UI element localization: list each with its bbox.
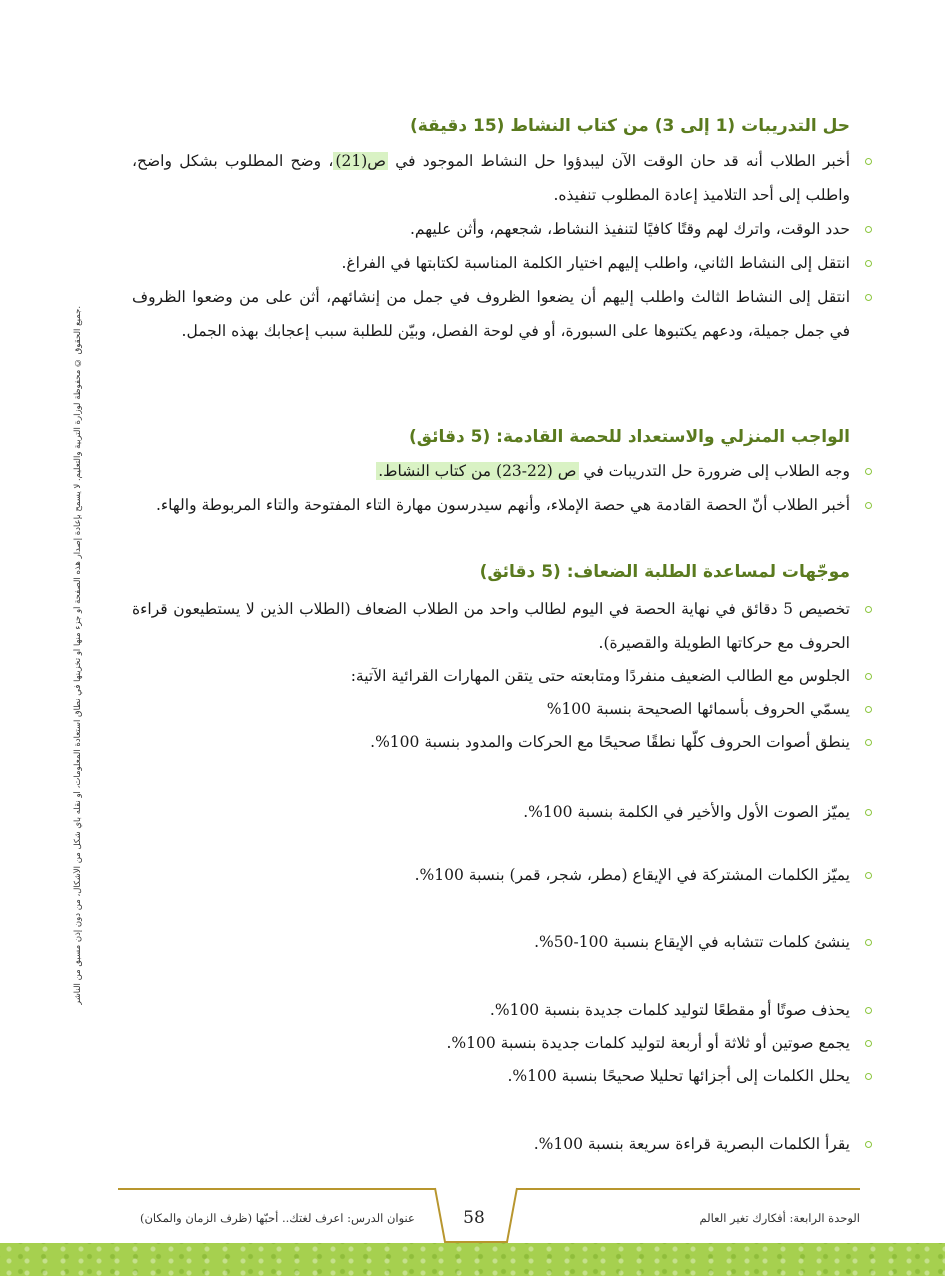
bullet-icon (865, 226, 872, 233)
list-item: وجه الطلاب إلى ضرورة حل التدريبات في ص (22-23) من كتاب النشاط. (132, 454, 850, 488)
list-item: يسمّي الحروف بأسمائها الصحيحة بنسبة 100% (547, 692, 850, 726)
section3-heading: موجّهات لمساعدة الطلبة الضعاف: (5 دقائق) (479, 562, 850, 582)
decorative-bottom-band (0, 1243, 945, 1276)
page-reference-highlight: ص(21) (335, 152, 386, 170)
copyright-notice: جميع الحقوق © محفوظة لوزارة التربية والتعليم. لا يسمح بإعادة إصدار هذه الصفحة أو جزء منها أو تخزينها في نطاق استعادة المعلومات، أو نقله بأي شكل من الأشكال، من دون إذن مسبق من الناشر. (73, 305, 83, 1005)
footer-rule-right (516, 1188, 860, 1190)
bullet-icon (865, 606, 872, 613)
bullet-icon (865, 706, 872, 713)
bullet-icon (865, 468, 872, 475)
bullet-icon (865, 502, 872, 509)
list-item: يميّز الصوت الأول والأخير في الكلمة بنسبة 100%. (523, 795, 850, 829)
list-item: انتقل إلى النشاط الثالث واطلب إليهم أن يضعوا الظروف في جمل من إنشائهم، أثن على من وضعوا الظروف في جمل جميلة، ودعهم يكتبوها على السبورة، أو في لوحة الفصل، وبيّن للطلبة سبب إعجابك بهذه الجمل. (132, 280, 850, 348)
footer-rule-left (118, 1188, 435, 1190)
list-item: انتقل إلى النشاط الثاني، واطلب إليهم اختيار الكلمة المناسبة لكتابتها في الفراغ. (132, 246, 850, 280)
list-item: يحذف صوتًا أو مقطعًا لتوليد كلمات جديدة بنسبة 100%. (490, 993, 850, 1027)
bullet-icon (865, 673, 872, 680)
bullet-icon (865, 739, 872, 746)
list-item: تخصيص 5 دقائق في نهاية الحصة في اليوم لطالب واحد من الطلاب الضعاف (الطلاب الذين لا يستطيعون قراءة الحروف مع حركاتها الطويلة والقصيرة). (132, 592, 850, 660)
page-number: 58 (463, 1208, 485, 1228)
bullet-icon (865, 260, 872, 267)
list-item: يحلل الكلمات إلى أجزائها تحليلا صحيحًا بنسبة 100%. (507, 1059, 850, 1093)
bullet-icon (865, 1040, 872, 1047)
list-item: أخبر الطلاب أنّ الحصة القادمة هي حصة الإملاء، وأنهم سيدرسون مهارة التاء المفتوحة والتاء المربوطة والهاء. (132, 488, 850, 522)
bullet-icon (865, 809, 872, 816)
bullet-icon (865, 939, 872, 946)
list-item: حدد الوقت، واترك لهم وقتًا كافيًا لتنفيذ النشاط، شجعهم، وأثن عليهم. (132, 212, 850, 246)
section2-heading: الواجب المنزلي والاستعداد للحصة القادمة: (5 دقائق) (409, 427, 850, 447)
list-item: يقرأ الكلمات البصرية قراءة سريعة بنسبة 100%. (534, 1127, 850, 1161)
list-item: ينطق أصوات الحروف كلّها نطقًا صحيحًا مع الحركات والمدود بنسبة 100%. (370, 725, 850, 759)
list-item: يميّز الكلمات المشتركة في الإيقاع (مطر، شجر، قمر) بنسبة 100%. (415, 858, 850, 892)
bullet-icon (865, 872, 872, 879)
bullet-icon (865, 1141, 872, 1148)
footer-unit-title: الوحدة الرابعة: أفكارك تغير العالم (699, 1211, 860, 1225)
list-item: يجمع صوتين أو ثلاثة أو أربعة لتوليد كلمات جديدة بنسبة 100%. (447, 1026, 851, 1060)
page-reference-highlight: ص (22-23) من كتاب النشاط. (378, 462, 577, 480)
list-item: أخبر الطلاب أنه قد حان الوقت الآن ليبدؤوا حل النشاط الموجود في ص(21)، وضح المطلوب بشكل واضح، واطلب إلى أحد التلاميذ إعادة المطلوب تنفيذه. (132, 144, 850, 212)
bullet-icon (865, 158, 872, 165)
list-item: الجلوس مع الطالب الضعيف منفردًا ومتابعته حتى يتقن المهارات القرائية الآتية: (351, 659, 850, 693)
section1-heading: حل التدريبات (1 إلى 3) من كتاب النشاط (15 دقيقة) (409, 116, 850, 136)
bullet-icon (865, 1073, 872, 1080)
list-item: ينشئ كلمات تتشابه في الإيقاع بنسبة 100-50%. (534, 925, 850, 959)
footer-lesson-title: عنوان الدرس: اعرف لغتك.. أحبّها (ظرف الزمان والمكان) (140, 1211, 415, 1225)
bullet-icon (865, 294, 872, 301)
bullet-icon (865, 1007, 872, 1014)
